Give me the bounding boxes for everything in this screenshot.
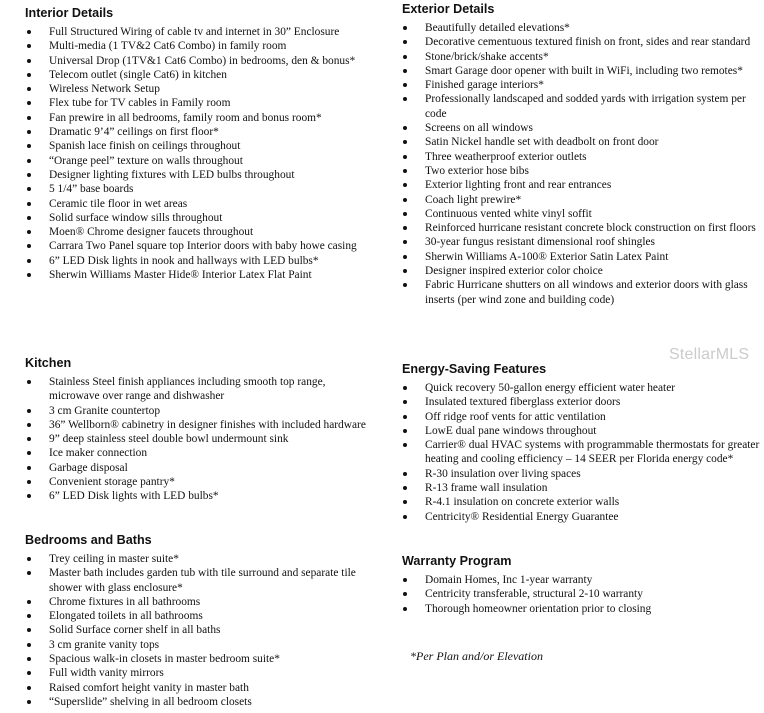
list-item	[378, 587, 764, 601]
list-item	[0, 254, 372, 268]
bullet-icon	[403, 126, 407, 130]
list-item-text: LowE dual pane windows throughout	[425, 424, 597, 437]
list-item-text: Solid surface window sills throughout	[49, 211, 223, 224]
kitchen-list	[0, 375, 372, 504]
list-item	[378, 150, 764, 164]
bullet-icon	[403, 55, 407, 59]
list-item	[0, 39, 372, 53]
list-item-text: 9” deep stainless steel double bowl undermount sink	[49, 433, 289, 446]
list-item-text: Coach light prewire*	[425, 193, 522, 206]
list-item-text: Ceramic tile floor in wet areas	[49, 197, 188, 210]
list-item-text: Spacious walk-in closets in master bedroom suite*	[49, 653, 280, 666]
list-item	[378, 381, 764, 395]
list-item	[378, 467, 764, 481]
bullet-icon	[27, 451, 31, 455]
list-item-text: Two exterior hose bibs	[425, 164, 529, 177]
list-item	[0, 154, 372, 168]
list-item	[378, 510, 764, 524]
list-item	[378, 438, 764, 467]
list-item-text: Trey ceiling in master suite*	[49, 553, 179, 565]
bullet-icon	[27, 600, 31, 604]
list-item-text: “Superslide” shelving in all bedroom closets	[49, 695, 252, 708]
list-item	[378, 178, 764, 192]
list-item	[0, 566, 372, 595]
bullet-icon	[403, 183, 407, 187]
bullet-icon	[403, 500, 407, 504]
list-item-text: Three weatherproof exterior outlets	[425, 150, 587, 163]
list-item	[0, 54, 372, 68]
list-item-text: Multi-media (1 TV&2 Cat6 Combo) in family room	[49, 40, 287, 53]
bullet-icon	[27, 686, 31, 690]
list-item	[378, 573, 764, 587]
kitchen-section	[0, 356, 372, 504]
list-item-text: Insulated textured fiberglass exterior doors	[425, 396, 621, 409]
list-item	[378, 50, 764, 64]
energy-saving-heading: Energy-Saving Features	[402, 362, 547, 376]
exterior-details-heading: Exterior Details	[402, 2, 495, 16]
list-item-text: Fabric Hurricane shutters on all windows and exterior doors with glass inserts (per wind zone and building code)	[425, 279, 748, 306]
energy-saving-list	[378, 381, 764, 524]
list-item-text: Telecom outlet (single Cat6) in kitchen	[49, 68, 227, 81]
list-item-text: Off ridge roof vents for attic ventilation	[425, 410, 606, 423]
list-item	[378, 207, 764, 221]
list-item-text: Fan prewire in all bedrooms, family room and bonus room*	[49, 111, 322, 124]
list-item-text: Stone/brick/shake accents*	[425, 50, 549, 63]
bullet-icon	[403, 472, 407, 476]
list-item	[0, 197, 372, 211]
list-item	[0, 139, 372, 153]
list-item	[0, 25, 372, 39]
list-item	[0, 432, 372, 446]
bullet-icon	[403, 40, 407, 44]
list-item	[378, 78, 764, 92]
list-item	[0, 225, 372, 239]
bullet-icon	[27, 614, 31, 618]
list-item-text: Exterior lighting front and rear entrances	[425, 179, 612, 192]
bullet-icon	[27, 216, 31, 220]
bullet-icon	[27, 571, 31, 575]
bullet-icon	[403, 169, 407, 173]
bullet-icon	[27, 30, 31, 34]
footnote: *Per Plan and/or Elevation	[410, 649, 543, 663]
bullet-icon	[403, 83, 407, 87]
list-item-text: R-30 insulation over living spaces	[425, 467, 581, 480]
list-item	[0, 418, 372, 432]
list-item-text: Solid Surface corner shelf in all baths	[49, 624, 221, 637]
list-item	[0, 666, 372, 680]
list-item-text: Elongated toilets in all bathrooms	[49, 610, 203, 623]
bullet-icon	[403, 198, 407, 202]
list-item	[378, 264, 764, 278]
bullet-icon	[403, 26, 407, 30]
list-item-text: 36” Wellborn® cabinetry in designer finishes with included hardware	[49, 418, 366, 431]
bullet-icon	[27, 423, 31, 427]
bullet-icon	[27, 73, 31, 77]
list-item	[378, 495, 764, 509]
list-item-text: Sherwin Williams A-100® Exterior Satin Latex Paint	[425, 250, 669, 263]
bullet-icon	[27, 101, 31, 105]
list-item	[378, 235, 764, 249]
bullet-icon	[27, 494, 31, 498]
list-item	[0, 595, 372, 609]
list-item	[0, 82, 372, 96]
bullet-icon	[403, 69, 407, 73]
bullet-icon	[403, 429, 407, 433]
list-item	[0, 125, 372, 139]
bullet-icon	[27, 380, 31, 384]
bullet-icon	[403, 486, 407, 490]
list-item-text: Centricity transferable, structural 2-10 warranty	[425, 588, 643, 601]
exterior-details-section	[378, 2, 764, 307]
list-item-text: Beautifully detailed elevations*	[425, 22, 570, 34]
list-item-text: Universal Drop (1TV&1 Cat6 Combo) in bedrooms, den & bonus*	[49, 54, 356, 67]
bullet-icon	[27, 159, 31, 163]
list-item	[0, 695, 372, 709]
list-item-text: Stainless Steel finish appliances including smooth top range, microwave over range and dishwasher	[49, 376, 326, 403]
bullet-icon	[403, 386, 407, 390]
bullet-icon	[27, 130, 31, 134]
bullet-icon	[403, 97, 407, 101]
bullet-icon	[27, 144, 31, 148]
warranty-list	[378, 573, 764, 616]
energy-saving-section	[378, 362, 764, 524]
list-item	[0, 638, 372, 652]
watermark-logo: StellarMLS	[669, 346, 750, 363]
list-item-text: Designer lighting fixtures with LED bulbs throughout	[49, 168, 295, 181]
list-item	[378, 221, 764, 235]
bullet-icon	[27, 643, 31, 647]
bullet-icon	[403, 443, 407, 447]
bullet-icon	[27, 273, 31, 277]
bullet-icon	[27, 557, 31, 561]
list-item-text: Reinforced hurricane resistant concrete block construction on first floors	[425, 222, 756, 235]
bullet-icon	[27, 244, 31, 248]
list-item-text: Screens on all windows	[425, 122, 533, 135]
bullet-icon	[403, 140, 407, 144]
list-item-text: Carrara Two Panel square top Interior doors with baby howe casing	[49, 240, 357, 253]
list-item-text: 5 1/4” base boards	[49, 183, 134, 196]
list-item-text: Garbage disposal	[49, 461, 128, 474]
list-item	[0, 182, 372, 196]
bullet-icon	[403, 212, 407, 216]
bedrooms-baths-heading: Bedrooms and Baths	[25, 533, 152, 547]
list-item-text: Full width vanity mirrors	[49, 667, 164, 680]
list-item	[378, 193, 764, 207]
list-item	[0, 168, 372, 182]
bullet-icon	[403, 255, 407, 259]
list-item-text: Moen® Chrome designer faucets throughout	[49, 226, 254, 239]
list-item	[378, 92, 764, 121]
bullet-icon	[27, 173, 31, 177]
list-item	[0, 68, 372, 82]
interior-details-heading: Interior Details	[25, 6, 114, 20]
list-item-text: 30-year fungus resistant dimensional roof shingles	[425, 236, 655, 249]
list-item-text: Flex tube for TV cables in Family room	[49, 97, 231, 110]
list-item	[0, 609, 372, 623]
bullet-icon	[403, 283, 407, 287]
bullet-icon	[403, 415, 407, 419]
bullet-icon	[403, 515, 407, 519]
bullet-icon	[403, 592, 407, 596]
warranty-heading: Warranty Program	[402, 554, 512, 568]
bullet-icon	[27, 409, 31, 413]
list-item-text: Convenient storage pantry*	[49, 476, 175, 489]
bullet-icon	[403, 155, 407, 159]
list-item	[0, 552, 372, 566]
list-item	[378, 278, 764, 307]
list-item	[0, 111, 372, 125]
list-item-text: Master bath includes garden tub with tile surround and separate tile shower with glass enclosure*	[49, 567, 356, 594]
list-item	[0, 475, 372, 489]
list-item-text: Raised comfort height vanity in master bath	[49, 681, 249, 694]
list-item-text: Wireless Network Setup	[49, 83, 160, 96]
kitchen-heading: Kitchen	[25, 356, 72, 370]
list-item	[0, 623, 372, 637]
warranty-section	[378, 554, 764, 616]
bullet-icon	[27, 628, 31, 632]
bullet-icon	[27, 202, 31, 206]
list-item-text: Sherwin Williams Master Hide® Interior Latex Flat Paint	[49, 269, 312, 282]
list-item	[378, 64, 764, 78]
list-item	[378, 395, 764, 409]
bullet-icon	[27, 230, 31, 234]
bullet-icon	[403, 400, 407, 404]
bullet-icon	[403, 578, 407, 582]
exterior-details-list	[378, 21, 764, 307]
list-item-text: Thorough homeowner orientation prior to closing	[425, 602, 652, 615]
list-item	[378, 410, 764, 424]
bullet-icon	[403, 607, 407, 611]
list-item-text: Ice maker connection	[49, 447, 148, 460]
interior-details-list	[0, 25, 372, 282]
list-item	[378, 250, 764, 264]
list-item-text: 3 cm granite vanity tops	[49, 638, 160, 651]
bullet-icon	[27, 480, 31, 484]
list-item-text: 6” LED Disk lights in nook and hallways with LED bulbs*	[49, 254, 319, 267]
bullet-icon	[27, 437, 31, 441]
list-item	[0, 375, 372, 404]
list-item-text: R-4.1 insulation on concrete exterior walls	[425, 496, 620, 509]
list-item	[378, 164, 764, 178]
list-item	[0, 96, 372, 110]
list-item-text: “Orange peel” texture on walls throughout	[49, 154, 243, 167]
bullet-icon	[27, 87, 31, 91]
list-item	[0, 461, 372, 475]
bedrooms-baths-list	[0, 552, 372, 709]
list-item-text: Spanish lace finish on ceilings throughout	[49, 140, 241, 153]
list-item-text: Quick recovery 50-gallon energy efficient water heater	[425, 382, 676, 394]
list-item-text: Full Structured Wiring of cable tv and internet in 30” Enclosure	[49, 26, 340, 38]
list-item	[0, 211, 372, 225]
list-item	[0, 268, 372, 282]
list-item	[378, 481, 764, 495]
list-item	[0, 404, 372, 418]
list-item-text: 6” LED Disk lights with LED bulbs*	[49, 490, 219, 503]
list-item	[378, 424, 764, 438]
list-item-text: Satin Nickel handle set with deadbolt on front door	[425, 136, 659, 149]
list-item-text: Finished garage interiors*	[425, 79, 544, 92]
list-item	[378, 21, 764, 35]
bullet-icon	[27, 700, 31, 704]
bullet-icon	[27, 657, 31, 661]
bullet-icon	[27, 116, 31, 120]
bedrooms-baths-section	[0, 533, 372, 709]
list-item	[0, 489, 372, 503]
interior-details-section	[0, 6, 372, 282]
bullet-icon	[403, 240, 407, 244]
list-item-text: Professionally landscaped and sodded yards with irrigation system per code	[425, 93, 746, 120]
list-item-text: Continuous vented white vinyl soffit	[425, 207, 592, 220]
bullet-icon	[27, 59, 31, 63]
list-item	[378, 35, 764, 49]
bullet-icon	[403, 226, 407, 230]
bullet-icon	[403, 269, 407, 273]
list-item-text: Dramatic 9’4” ceilings on first floor*	[49, 126, 219, 139]
list-item	[378, 602, 764, 616]
list-item-text: Decorative cementuous textured finish on front, sides and rear standard	[425, 36, 751, 49]
list-item-text: Carrier® dual HVAC systems with programmable thermostats for greater heating and cooling efficiency – 14 SEER per Florida energy code*	[425, 439, 760, 466]
list-item-text: Centricity® Residential Energy Guarantee	[425, 510, 619, 523]
bullet-icon	[27, 44, 31, 48]
list-item	[0, 239, 372, 253]
list-item-text: Chrome fixtures in all bathrooms	[49, 595, 201, 608]
bullet-icon	[27, 259, 31, 263]
list-item-text: R-13 frame wall insulation	[425, 482, 548, 495]
list-item-text: Designer inspired exterior color choice	[425, 265, 603, 278]
list-item	[378, 135, 764, 149]
bullet-icon	[27, 187, 31, 191]
list-item-text: Domain Homes, Inc 1-year warranty	[425, 574, 593, 586]
bullet-icon	[27, 671, 31, 675]
list-item-text: 3 cm Granite countertop	[49, 404, 161, 417]
list-item-text: Smart Garage door opener with built in WiFi, including two remotes*	[425, 64, 743, 77]
list-item	[0, 446, 372, 460]
list-item	[0, 681, 372, 695]
list-item	[378, 121, 764, 135]
list-item	[0, 652, 372, 666]
bullet-icon	[27, 466, 31, 470]
